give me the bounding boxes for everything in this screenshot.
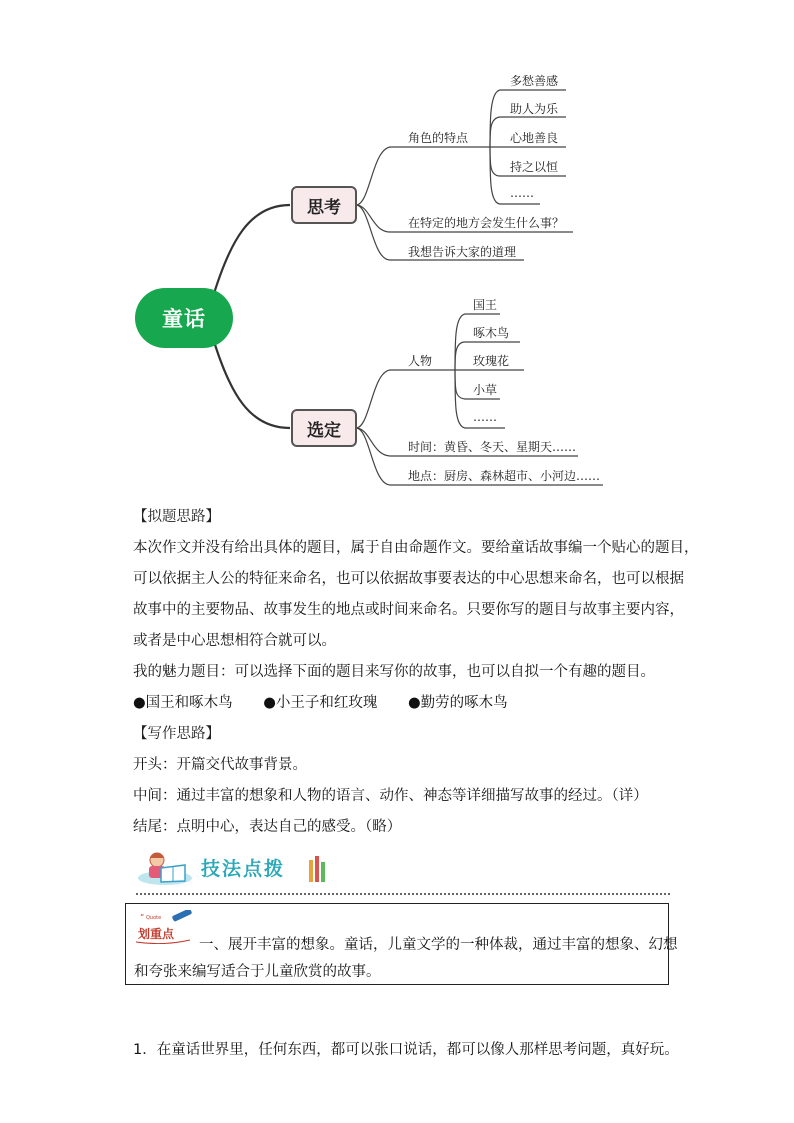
- key-point-box: [125, 903, 678, 985]
- mm-leaf-trait: 持之以恒: [510, 160, 559, 174]
- svg-text:划重点: 划重点: [138, 927, 175, 941]
- mm-leaf-character: 小草: [473, 383, 498, 397]
- mm-label-role-traits: 角色的特点: [408, 131, 469, 145]
- mm-leaf-trait: ……: [510, 186, 534, 200]
- paragraph-line: 本次作文并没有给出具体的题目，属于自由命题作文。要给童话故事编一个贴心的题目，: [133, 540, 699, 556]
- mm-leaf-trait: 心地善良: [510, 131, 559, 145]
- svg-text:“: “: [140, 913, 145, 922]
- mm-leaf-trait: 助人为乐: [510, 102, 559, 116]
- mm-leaf-character: ……: [473, 410, 497, 424]
- mind-map: [0, 0, 794, 500]
- mm-label-time: 时间：黄昏、冬天、星期天……: [408, 440, 577, 454]
- mm-leaf-character: 国王: [473, 298, 498, 312]
- mm-label-characters: 人物: [408, 354, 433, 368]
- paragraph-line: 开头：开篇交代故事背景。: [133, 757, 307, 773]
- branch-node-sikao: 思考: [291, 186, 357, 224]
- section-title-writing: 【写作思路】: [133, 726, 220, 742]
- mm-leaf-trait: 多愁善感: [510, 74, 559, 88]
- center-node: 童话: [135, 288, 233, 348]
- paragraph-line: 故事中的主要物品、故事发生的地点或时间来命名。只要你写的题目与故事主要内容，: [133, 602, 684, 618]
- highlight-stamp: [134, 910, 196, 944]
- mm-label-lesson: 我想告诉大家的道理: [408, 245, 517, 259]
- branch-node-xuanding: 选定: [291, 409, 357, 447]
- svg-text:Quote: Quote: [146, 915, 162, 921]
- example-line: 1．在童话世界里，任何东西，都可以张口说话，都可以像人那样思考问题，真好玩。: [133, 1042, 679, 1058]
- paragraph-line: 结尾：点明中心，表达自己的感受。（略）: [133, 819, 402, 835]
- paragraph-line: 中间：通过丰富的想象和人物的语言、动作、神态等详细描写故事的经过。（详）: [133, 788, 648, 804]
- mm-leaf-character: 啄木鸟: [473, 326, 510, 340]
- key-point-line: 和夸张来编写适合于儿童欣赏的故事。: [134, 964, 381, 980]
- connector-center-sikao: [212, 205, 290, 300]
- key-point-line: 一、展开丰富的想象。童话，儿童文学的一种体裁，通过丰富的想象、幻想: [199, 937, 678, 953]
- mm-leaf-character: 玫瑰花: [473, 354, 510, 368]
- connector-center-xuanding: [212, 335, 290, 428]
- title-option: ●勤劳的啄木鸟: [408, 695, 508, 711]
- paragraph-line: 我的魅力题目：可以选择下面的题目来写你的故事，也可以自拟一个有趣的题目。: [133, 664, 655, 680]
- title-option: ●小王子和红玫瑰: [263, 695, 378, 711]
- paragraph-line: 或者是中心思想相符合就可以。: [133, 633, 336, 649]
- title-options: [133, 691, 534, 712]
- technique-badge: [135, 848, 335, 888]
- stamp-icon: [134, 910, 196, 944]
- paragraph-line: 可以依据主人公的特征来命名，也可以依据故事要表达的中心思想来命名，也可以根据: [133, 571, 684, 587]
- mm-label-place: 地点：厨房、森林超市、小河边……: [408, 469, 601, 483]
- section-title-naming: 【拟题思路】: [133, 509, 220, 525]
- dotted-divider: [136, 893, 670, 895]
- mind-map-connectors: [0, 0, 794, 500]
- badge-title: 技法点拨: [201, 858, 286, 880]
- mm-label-special-place: 在特定的地方会发生什么事？: [408, 216, 565, 230]
- title-option: ●国王和啄木鸟: [133, 695, 233, 711]
